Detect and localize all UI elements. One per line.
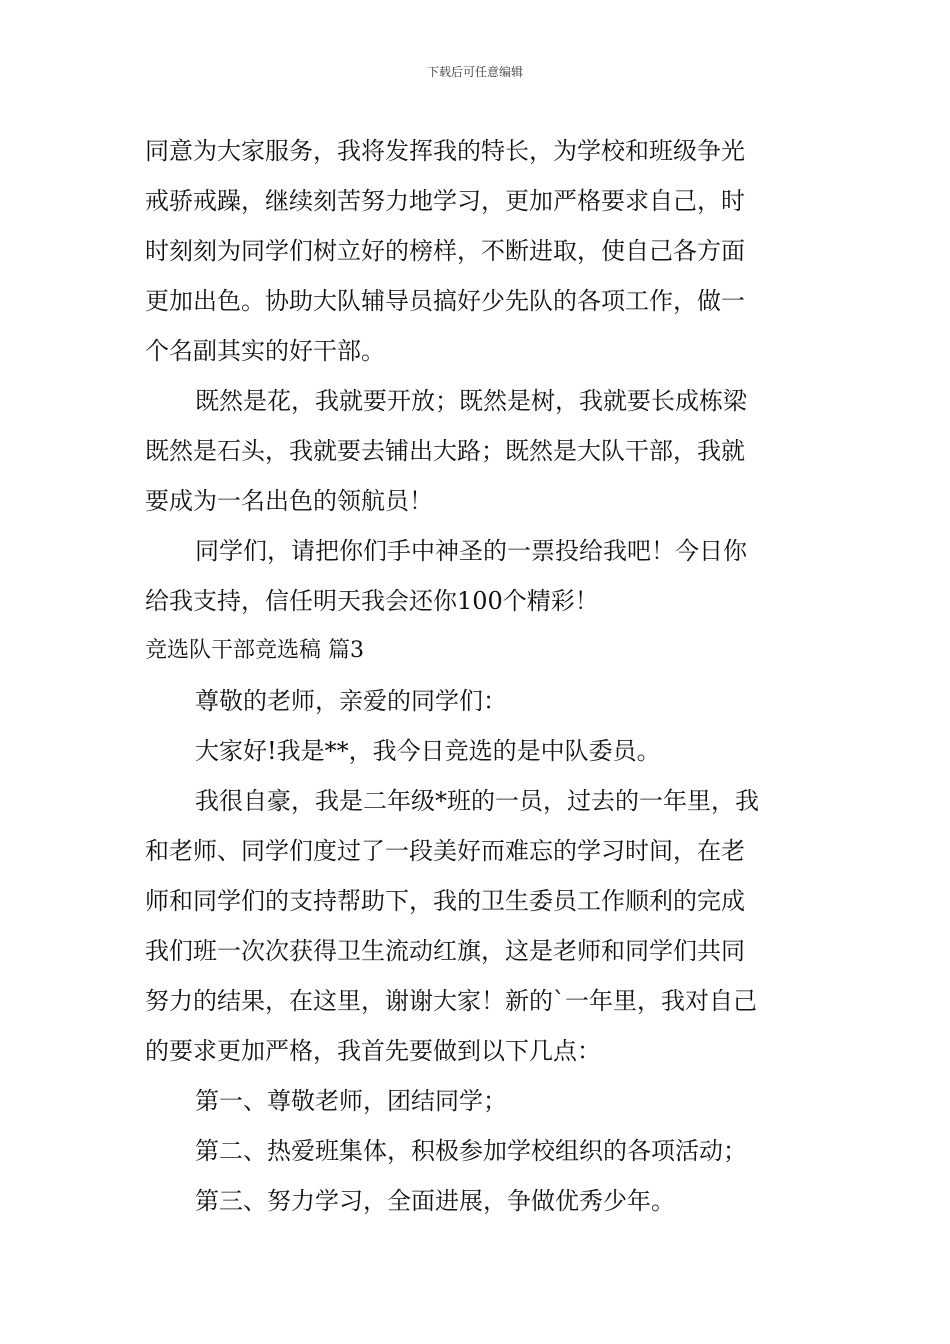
text-line: 和老师、同学们度过了一段美好而难忘的学习时间，在老 (145, 837, 745, 865)
text-line: 大家好!我是**，我今日竞选的是中队委员。 (195, 737, 661, 765)
text-line: 同意为大家服务，我将发挥我的特长，为学校和班级争光 (145, 137, 745, 165)
text-line: 时刻刻为同学们树立好的榜样，不断进取，使自己各方面 (145, 237, 745, 265)
text-line: 既然是石头，我就要去铺出大路；既然是大队干部，我就 (145, 437, 745, 465)
text-line: 要成为一名出色的领航员！ (145, 487, 433, 515)
text-line: 更加出色。协助大队辅导员搞好少先队的各项工作，做一 (145, 287, 745, 315)
text-line: 我很自豪，我是二年级*班的一员，过去的一年里，我 (195, 787, 759, 815)
document-body (145, 126, 810, 1226)
text-line: 既然是花，我就要开放；既然是树，我就要长成栋梁 (195, 387, 747, 415)
page-header-note: 下载后可任意编辑 (426, 65, 523, 79)
text-line: 师和同学们的支持帮助下，我的卫生委员工作顺利的完成 (145, 887, 745, 915)
section-heading: 竞选队干部竞选稿 篇3 (145, 638, 364, 663)
text-line: 我们班一次次获得卫生流动红旗，这是老师和同学们共同 (145, 937, 745, 965)
text-line: 的要求更加严格，我首先要做到以下几点： (145, 1037, 601, 1065)
text-line: 个名副其实的好干部。 (145, 337, 385, 365)
text-line: 努力的结果，在这里，谢谢大家！新的`一年里，我对自己 (145, 987, 757, 1015)
list-item: 第三、努力学习，全面进展，争做优秀少年。 (195, 1187, 675, 1215)
text-line: 戒骄戒躁，继续刻苦努力地学习，更加严格要求自己，时 (145, 187, 745, 215)
list-item: 第一、尊敬老师，团结同学； (195, 1087, 507, 1115)
text-line: 尊敬的老师，亲爱的同学们： (195, 687, 507, 715)
text-line: 给我支持，信任明天我会还你100个精彩！ (145, 587, 599, 615)
list-item: 第二、热爱班集体，积极参加学校组织的各项活动； (195, 1137, 747, 1165)
text-line: 同学们，请把你们手中神圣的一票投给我吧！今日你 (195, 537, 747, 565)
